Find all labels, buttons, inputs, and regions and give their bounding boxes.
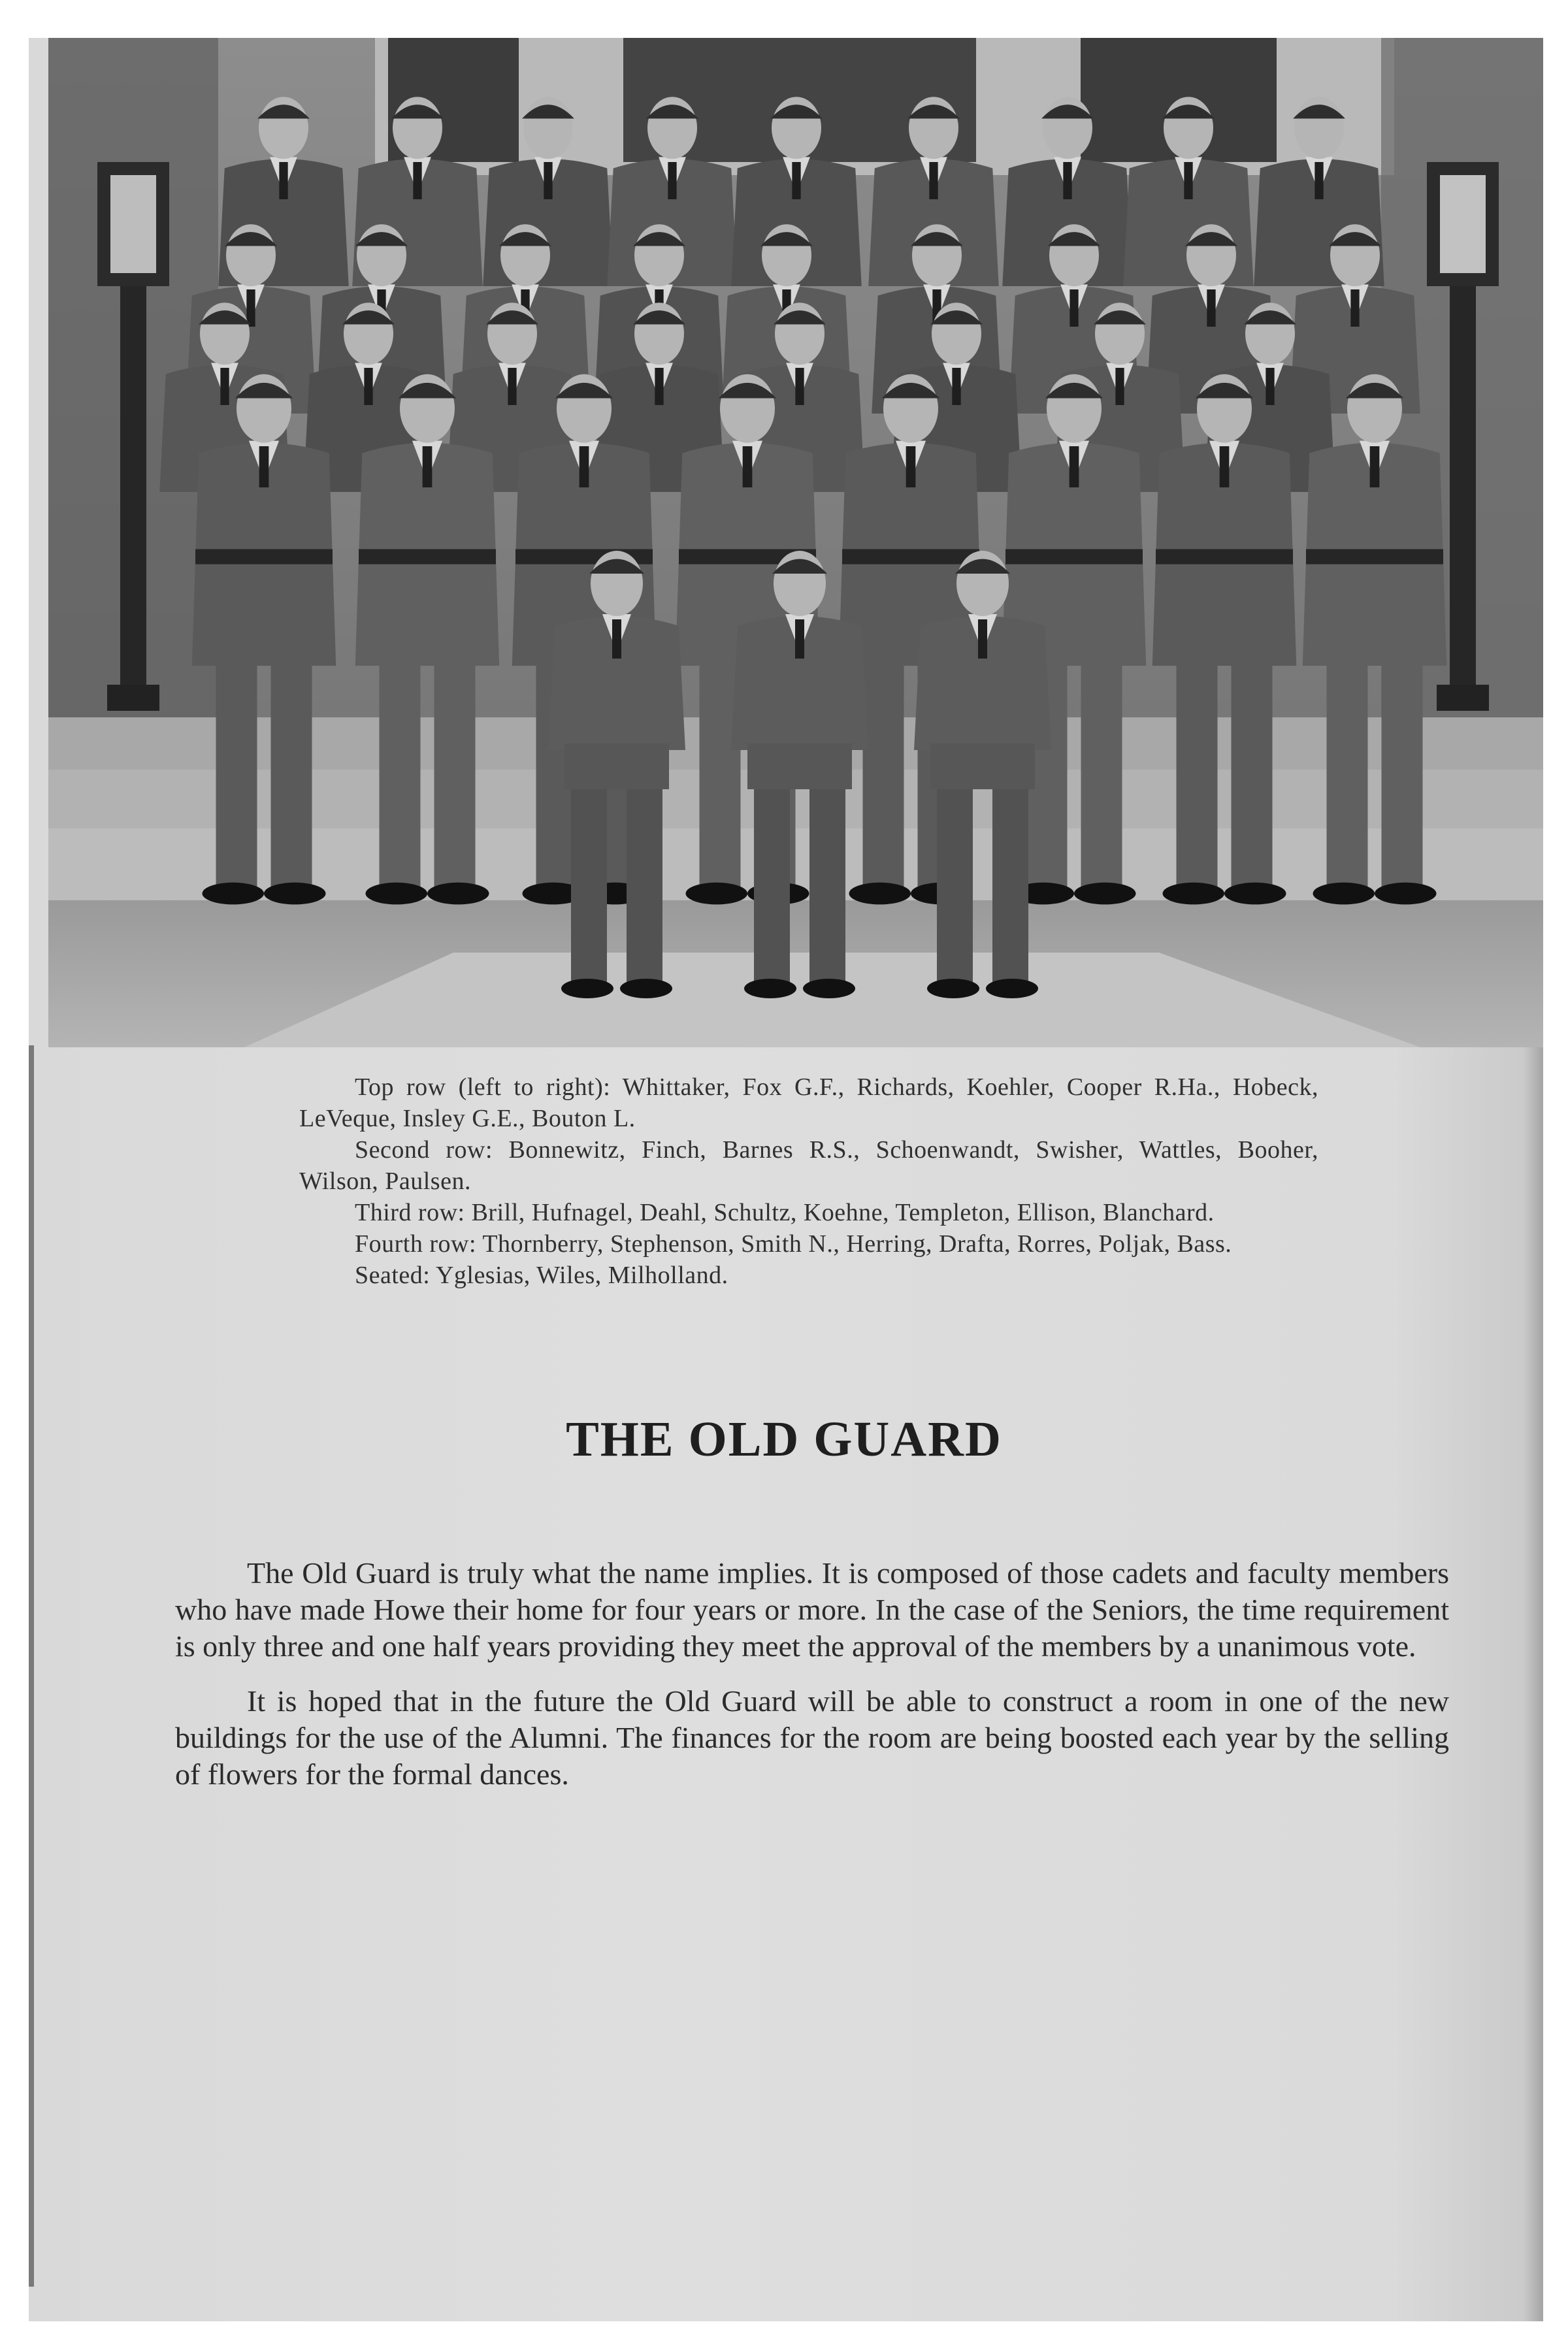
article-body [175, 1555, 1449, 1811]
group-photograph-icon [48, 38, 1543, 1047]
caption-third-row: Third row: Brill, Hufnagel, Deahl, Schultz, Koehne, Templeton, Ellison, Blanchard. [355, 1199, 1215, 1226]
paragraph-2: It is hoped that in the future the Old Guard will be able to construct a room in one of the new buildings for the use of the Alumni. The finances for the room are being boosted each year by the selling of flowers for the formal dances. [175, 1684, 1449, 1791]
paragraph-1: The Old Guard is truly what the name implies. It is composed of those cadets and faculty members who have made Howe their home for four years or more. In the case of the Seniors, the time requirement is only three and one half years providing they meet the approval of the members by a unanimous vote. [175, 1556, 1449, 1663]
caption-second-row: Second row: Bonnewitz, Finch, Barnes R.S., Schoenwandt, Swisher, Wattles, Booher, Wilson, Paulsen. [299, 1136, 1318, 1195]
page-title: THE OLD GUARD [566, 1412, 1002, 1467]
caption-seated: Seated: Yglesias, Wiles, Milholland. [355, 1262, 728, 1289]
photo-caption [299, 1071, 1318, 1291]
caption-top-row: Top row (left to right): Whittaker, Fox G.F., Richards, Koehler, Cooper R.Ha., Hobeck, LeVeque, Insley G.E., Bouton L. [299, 1073, 1318, 1132]
caption-fourth-row: Fourth row: Thornberry, Stephenson, Smith N., Herring, Drafta, Rorres, Poljak, Bass. [355, 1230, 1232, 1258]
binding-edge [29, 1045, 34, 2287]
group-photograph [48, 38, 1543, 1047]
